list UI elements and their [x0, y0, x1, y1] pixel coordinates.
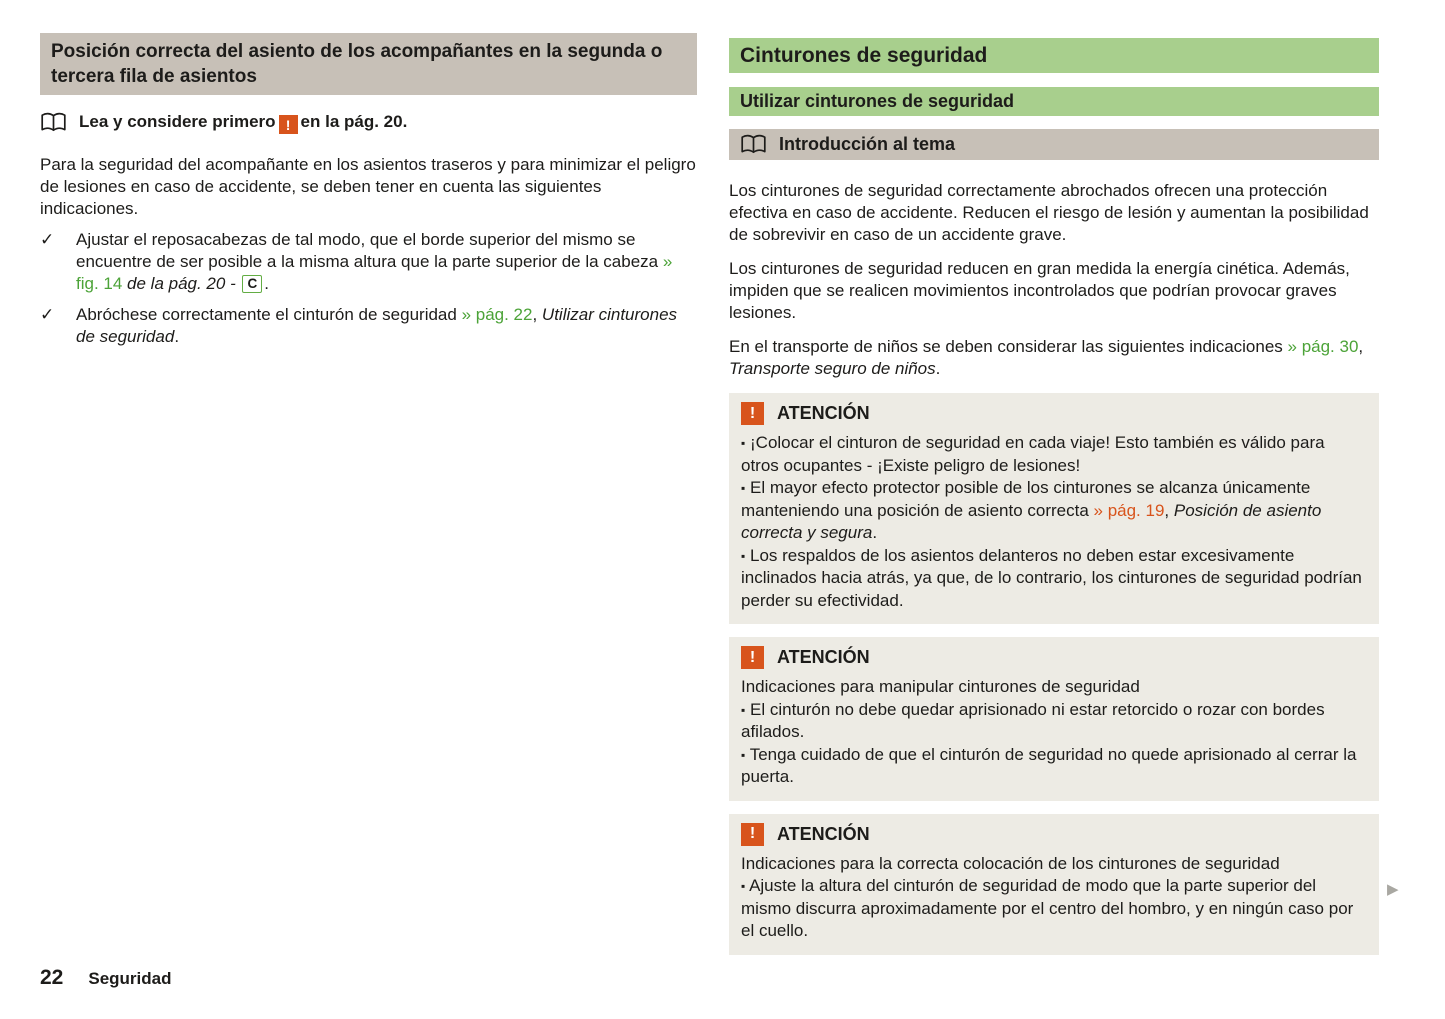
page-number: 22	[40, 966, 64, 989]
link-fig-14[interactable]: » fig. 14	[76, 252, 673, 294]
link-pag-19[interactable]: » pág. 19	[1093, 500, 1165, 520]
warning-header	[741, 402, 1367, 425]
read-first-note	[40, 111, 697, 135]
paragraph-children-note: En el transporte de niños se deben considerar las siguientes indicaciones » pág. 30, Transporte seguro de niños.	[729, 337, 1364, 378]
open-book-icon	[40, 112, 67, 133]
checklist-item	[40, 229, 697, 295]
warning-exclamation-icon: !	[741, 646, 764, 669]
right-column	[729, 0, 1379, 955]
checkmark-icon: ✓	[40, 230, 55, 250]
chapter-title: Cinturones de seguridad	[729, 38, 1379, 73]
warning-title: ATENCIÓN	[777, 823, 870, 844]
link-pag-30[interactable]: » pág. 30	[1287, 337, 1359, 356]
figure-ref-c-box: C	[242, 275, 262, 293]
bullet-square-icon: ▪	[741, 879, 746, 893]
warning-box	[729, 637, 1379, 801]
left-section-header: Posición correcta del asiento de los acompañantes en la segunda o tercera fila de asientos	[40, 33, 697, 95]
subsection-title: Introducción al tema	[779, 134, 956, 154]
paragraph: Los cinturones de seguridad reducen en gran medida la energía cinética. Además, impiden que se realicen movimientos incontrolados que podrían provocar graves lesiones.	[729, 259, 1350, 322]
checklist-item-text: Abróchese correctamente el cinturón de seguridad » pág. 22, Utilizar cinturones de seguridad.	[76, 305, 678, 347]
checklist-item-text: Ajustar el reposacabezas de tal modo, que el borde superior del mismo se encuentre de ser posible a la misma altura que la parte superior de la cabeza » fig. 14 de la pág. 20 - C .	[76, 230, 673, 294]
footer-section-label: Seguridad	[88, 969, 172, 988]
warning-header	[741, 646, 1367, 669]
left-intro-paragraph: Para la seguridad del acompañante en los asientos traseros y para minimizar el peligro de lesiones en caso de accidente, se deben tener en cuenta las siguientes indicaciones.	[40, 155, 696, 219]
warning-title: ATENCIÓN	[777, 403, 870, 423]
warning-exclamation-icon: !	[741, 402, 764, 425]
paragraph: Los cinturones de seguridad correctamente abrochados ofrecen una protección efectiva en caso de accidente. Reducen el riesgo de lesión y aumentan la posibilidad de sobrevivir en caso de un accidente grave.	[729, 181, 1369, 244]
bullet-square-icon: ▪	[741, 436, 746, 450]
warning-lead: Indicaciones para manipular cinturones de seguridad	[741, 677, 1140, 696]
section-title: Utilizar cinturones de seguridad	[729, 87, 1379, 116]
checklist-item	[40, 304, 697, 348]
warning-item: ▪ Tenga cuidado de que el cinturón de seguridad no quede aprisionado al cerrar la puerta.	[741, 744, 1357, 786]
warning-box	[729, 814, 1379, 955]
checkmark-icon: ✓	[40, 305, 55, 325]
page-footer	[40, 966, 171, 990]
warning-item: ▪ Ajuste la altura del cinturón de seguridad de modo que la parte superior del mismo discurra aproximadamente por el centro del hombro, y en ningún caso por el cuello.	[741, 876, 1354, 940]
bullet-square-icon: ▪	[741, 481, 746, 495]
warning-title: ATENCIÓN	[777, 647, 870, 667]
bullet-square-icon: ▪	[741, 548, 746, 563]
warning-exclamation-icon: !	[741, 823, 764, 846]
read-first-text: Lea y considere primero ! en la pág. 20.	[79, 111, 408, 133]
warning-item: ▪ ¡Colocar el cinturon de seguridad en cada viaje! Esto también es válido para otros ocupantes - ¡Existe peligro de lesiones!	[741, 433, 1325, 475]
warning-exclamation-icon: !	[279, 115, 298, 134]
warning-box	[729, 393, 1379, 624]
warning-item: ▪ El cinturón no debe quedar aprisionado ni estar retorcido o rozar con bordes afilados.	[741, 699, 1325, 741]
warning-header	[741, 823, 1367, 846]
bullet-square-icon: ▪	[741, 747, 746, 762]
subsection-header	[729, 129, 1379, 160]
link-pag-22[interactable]: » pág. 22	[461, 305, 533, 325]
bullet-square-icon: ▪	[741, 702, 746, 717]
warning-lead: Indicaciones para la correcta colocación de los cinturones de seguridad	[741, 853, 1280, 873]
warning-item: ▪ El mayor efecto protector posible de los cinturones se alcanza únicamente manteniendo una posición de asiento correcta » pág. 19, Posición de asiento correcta y segura.	[741, 478, 1322, 542]
warning-item: ▪ Los respaldos de los asientos delanteros no deben estar excesivamente inclinados hacia atrás, ya que, de lo contrario, los cinturones de seguridad podrían perder su efectividad.	[741, 545, 1362, 610]
left-column	[40, 0, 697, 348]
open-book-icon	[740, 134, 767, 155]
page-continues-arrow-icon: ▶	[1387, 881, 1399, 898]
